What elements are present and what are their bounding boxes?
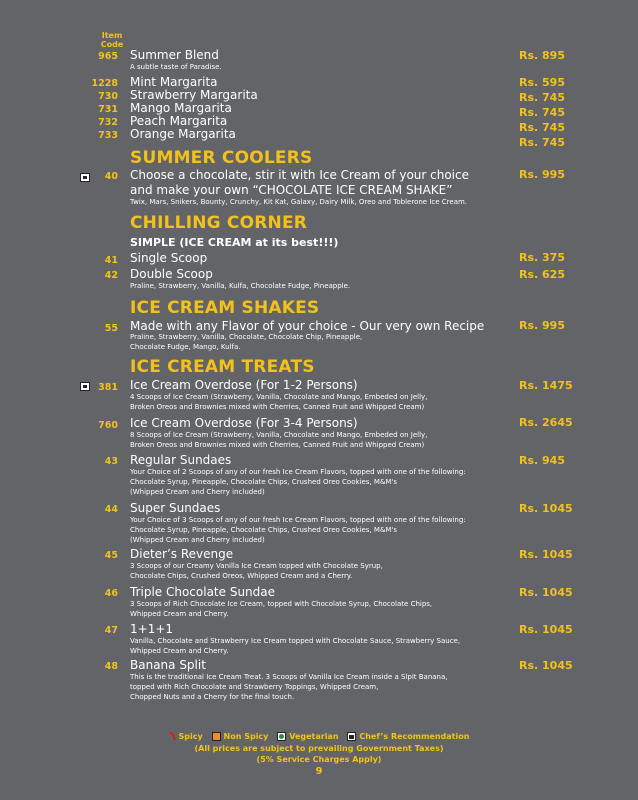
item-name-line2: and make your own “CHOCOLATE ICE CREAM SHAKE” (130, 183, 453, 197)
item-name: Super Sundaes (130, 501, 221, 515)
legend-chef-label: Chef’s Recommendation (359, 731, 470, 741)
legend-vegetarian (277, 732, 341, 741)
item-code: 41 (104, 255, 118, 266)
legend-non-spicy-label: Non Spicy (223, 731, 269, 741)
non-spicy-icon (212, 732, 221, 741)
item-name: Strawberry Margarita (130, 88, 258, 102)
item-description-line3: (Whipped Cream and Cherry included) (130, 488, 265, 496)
item-code: 46 (104, 588, 118, 599)
chef-hat-icon (347, 732, 356, 741)
item-price: Rs. 1045 (519, 586, 573, 599)
item-price: Rs. 995 (519, 168, 565, 181)
item-name: Summer Blend (130, 48, 219, 62)
section-subheading-simple: SIMPLE (ICE CREAM at its best!!!) (130, 236, 339, 249)
item-description-line1: 3 Scoops of our Creamy Vanilla Ice Cream topped with Chocolate Syrup, (130, 562, 383, 570)
item-name: Banana Split (130, 658, 206, 672)
item-description-line1: Your Choice of 2 Scoops of any of our fresh Ice Cream Flavors, topped with one of the following: (130, 468, 466, 476)
taxes-note: (All prices are subject to prevailing Government Taxes) (194, 744, 444, 753)
item-price: Rs. 1475 (519, 379, 573, 392)
item-price: Rs. 745 (519, 121, 565, 134)
item-price: Rs. 1045 (519, 548, 573, 561)
item-code: 47 (104, 625, 118, 636)
legend-spicy (169, 732, 206, 741)
item-name: Regular Sundaes (130, 453, 232, 467)
item-name-line1: Choose a chocolate, stir it with Ice Cream of your choice (130, 168, 469, 182)
item-name: Mint Margarita (130, 75, 218, 89)
item-name: Mango Margarita (130, 101, 232, 115)
chili-icon (169, 731, 176, 741)
item-code: 731 (98, 104, 118, 115)
item-code: 40 (104, 171, 118, 182)
item-code: 43 (104, 456, 118, 467)
item-description-line1: 4 Scoops of Ice Cream (Strawberry, Vanilla, Chocolate and Mango, Embeded on Jelly, (130, 393, 428, 401)
item-code-header: Item Code (100, 31, 124, 49)
section-heading-ice-cream-shakes: ICE CREAM SHAKES (130, 298, 320, 318)
item-name: Single Scoop (130, 251, 208, 265)
item-code: 42 (104, 270, 118, 281)
item-name: Double Scoop (130, 267, 213, 281)
legend-chef (347, 732, 469, 741)
item-code: 55 (104, 323, 118, 334)
item-description-line1: Praline, Strawberry, Vanilla, Chocolate, Chocolate Chip, Pineapple, (130, 333, 363, 341)
item-code: 760 (98, 420, 118, 431)
item-price: Rs. 1045 (519, 502, 573, 515)
item-description: Twix, Mars, Snikers, Bounty, Crunchy, Kit Kat, Galaxy, Dairy Milk, Oreo and Toblerone Ice Cream. (130, 198, 468, 206)
item-code: 45 (104, 550, 118, 561)
item-description: Praline, Strawberry, Vanilla, Kulfa, Chocolate Fudge, Pineapple. (130, 282, 351, 290)
item-description-line2: Chocolate Syrup, Pineapple, Chocolate Chips, Crushed Oreo Cookies, M&M's (130, 478, 398, 486)
section-heading-ice-cream-treats: ICE CREAM TREATS (130, 357, 315, 377)
item-code: 730 (98, 91, 118, 102)
vegetarian-icon (277, 732, 286, 741)
item-description: A subtle taste of Paradise. (130, 63, 222, 71)
item-price: Rs. 1045 (519, 659, 573, 672)
item-name: Peach Margarita (130, 114, 228, 128)
item-name: Ice Cream Overdose (For 1-2 Persons) (130, 378, 358, 392)
item-name: Orange Margarita (130, 127, 236, 141)
item-price: Rs. 945 (519, 454, 565, 467)
item-description-line2: Whipped Cream and Cherry. (130, 610, 229, 618)
legend-spicy-label: Spicy (178, 731, 203, 741)
item-price: Rs. 745 (519, 106, 565, 119)
item-price: Rs. 895 (519, 49, 565, 62)
item-price: Rs. 2645 (519, 416, 573, 429)
item-name: 1+1+1 (130, 622, 174, 636)
item-code: 1228 (91, 78, 118, 89)
section-heading-chilling-corner: CHILLING CORNER (130, 213, 308, 233)
item-price: Rs. 595 (519, 76, 565, 89)
section-heading-summer-coolers: SUMMER COOLERS (130, 148, 313, 168)
item-name: Made with any Flavor of your choice - Our very own Recipe (130, 319, 485, 333)
item-code: 44 (104, 504, 118, 515)
item-code: 733 (98, 130, 118, 141)
item-name: Ice Cream Overdose (For 3-4 Persons) (130, 416, 358, 430)
item-description-line1: 8 Scoops of Ice Cream (Strawberry, Vanilla, Chocolate and Mango, Embeded on Jelly, (130, 431, 428, 439)
item-price: Rs. 995 (519, 319, 565, 332)
page-number: 9 (315, 766, 323, 777)
item-description-line2: Broken Oreos and Brownies mixed with Cherries, Canned Fruit and Whipped Cream) (130, 403, 425, 411)
item-description-line2: Chocolate Syrup, Pineapple, Chocolate Chips, Crushed Oreo Cookies, M&M's (130, 526, 398, 534)
item-price: Rs. 745 (519, 91, 565, 104)
item-code: 732 (98, 117, 118, 128)
item-description-line1: Your Choice of 3 Scoops of any of our fresh Ice Cream Flavors, topped with one of the following: (130, 516, 466, 524)
item-description-line1: 3 Scoops of Rich Chocolate Ice Cream, topped with Chocolate Syrup, Chocolate Chips, (130, 600, 433, 608)
item-code: 48 (104, 661, 118, 672)
service-charge-note: (5% Service Charges Apply) (256, 755, 382, 764)
legend (0, 731, 638, 741)
item-name: Dieter’s Revenge (130, 547, 234, 561)
item-description-line3: (Whipped Cream and Cherry included) (130, 536, 265, 544)
legend-non-spicy (212, 732, 272, 741)
item-description-line3: Chopped Nuts and a Cherry for the final touch. (130, 693, 295, 701)
item-description-line1: This is the traditional Ice Cream Treat. 3 Scoops of Vanilla Ice Cream inside a Slpit Banana, (130, 673, 448, 681)
legend-vegetarian-label: Vegetarian (289, 731, 339, 741)
item-description-line2: Chocolate Fudge, Mango, Kulfa. (130, 343, 241, 351)
item-price: Rs. 375 (519, 251, 565, 264)
item-price: Rs. 745 (519, 136, 565, 149)
item-price: Rs. 1045 (519, 623, 573, 636)
item-name: Triple Chocolate Sundae (130, 585, 276, 599)
item-code: 965 (98, 51, 118, 62)
item-description-line2: Chocolate Chips, Crushed Oreos, Whipped Cream and a Cherry. (130, 572, 353, 580)
item-description-line2: Whipped Cream and Cherry. (130, 647, 229, 655)
item-description-line2: topped with Rich Chocolate and Strawberry Toppings, Whipped Cream, (130, 683, 379, 691)
item-description-line1: Vanilla, Chocolate and Strawberry Ice Cream topped with Chocolate Sauce, Strawberry Sauce, (130, 637, 461, 645)
item-price: Rs. 625 (519, 268, 565, 281)
item-description-line2: Broken Oreos and Brownies mixed with Cherries, Canned Fruit and Whipped Cream) (130, 441, 425, 449)
item-code: 381 (98, 382, 118, 393)
